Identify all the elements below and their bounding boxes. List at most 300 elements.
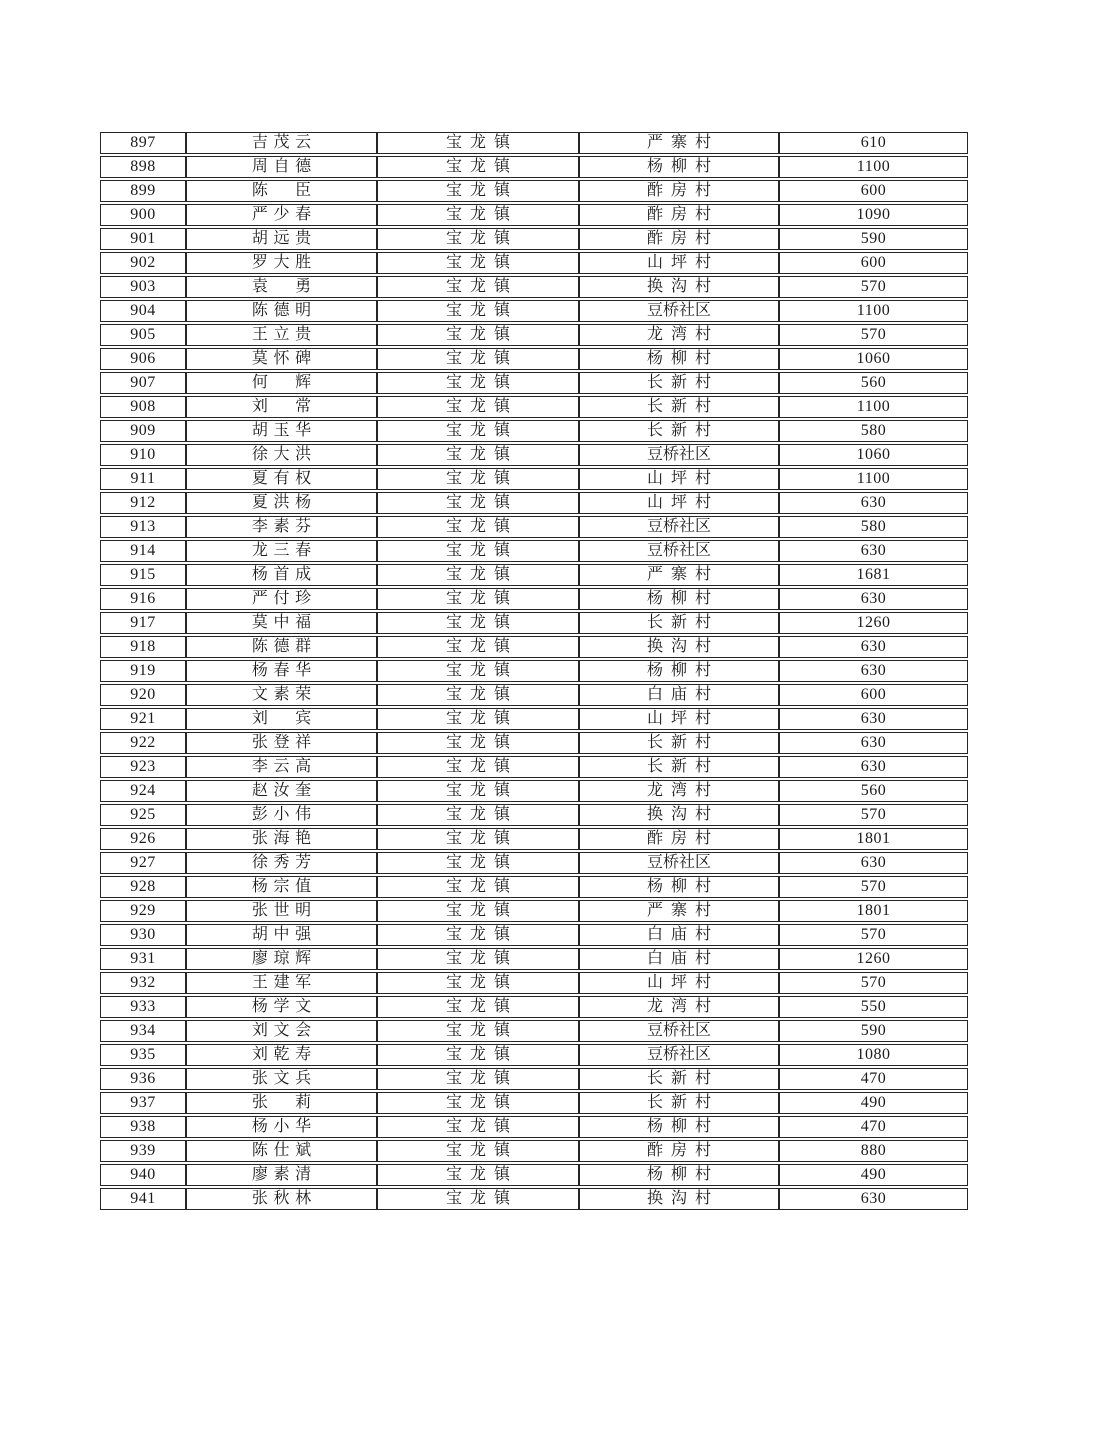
town-cell (377, 756, 579, 778)
town-cell (377, 780, 579, 802)
town-text: 宝龙镇 (446, 542, 510, 559)
town-cell (377, 156, 579, 178)
name-cell (186, 396, 377, 418)
amount-cell (779, 996, 968, 1018)
serial-text: 935 (130, 1046, 156, 1063)
town-cell (377, 492, 579, 514)
amount-text: 570 (860, 974, 887, 991)
serial-text: 929 (130, 902, 156, 919)
village-text: 豆桥社区 (646, 542, 711, 559)
serial-cell (100, 276, 186, 298)
name-text: 陈德明 (251, 302, 312, 319)
village-cell (579, 444, 779, 466)
serial-text: 918 (130, 638, 156, 655)
town-text: 宝龙镇 (446, 158, 510, 175)
table-row (100, 588, 968, 610)
amount-cell (779, 420, 968, 442)
table-row (100, 228, 968, 250)
village-cell (579, 180, 779, 202)
table-row (100, 996, 968, 1018)
amount-cell (779, 1044, 968, 1066)
amount-cell (779, 924, 968, 946)
village-cell (579, 804, 779, 826)
table-row (100, 612, 968, 634)
serial-cell (100, 996, 186, 1018)
village-cell (579, 324, 779, 346)
town-cell (377, 180, 579, 202)
village-cell (579, 348, 779, 370)
table-row (100, 828, 968, 850)
name-text: 刘文会 (251, 1022, 312, 1039)
amount-text: 1260 (856, 614, 891, 631)
name-text: 张海艳 (251, 830, 312, 847)
serial-cell (100, 684, 186, 706)
town-cell (377, 1044, 579, 1066)
town-cell (377, 1020, 579, 1042)
amount-text: 630 (860, 710, 887, 727)
town-text: 宝龙镇 (446, 326, 510, 343)
amount-cell (779, 756, 968, 778)
serial-cell (100, 228, 186, 250)
name-text: 夏有权 (251, 470, 312, 487)
amount-cell (779, 156, 968, 178)
name-text: 廖琼辉 (251, 950, 312, 967)
serial-text: 909 (130, 422, 156, 439)
amount-text: 560 (860, 374, 887, 391)
town-cell (377, 1140, 579, 1162)
village-cell (579, 300, 779, 322)
village-cell (579, 540, 779, 562)
amount-cell (779, 1188, 968, 1210)
name-cell (186, 996, 377, 1018)
name-text: 严少春 (251, 206, 312, 223)
serial-cell (100, 852, 186, 874)
town-text: 宝龙镇 (446, 350, 510, 367)
village-cell (579, 516, 779, 538)
village-text: 山坪村 (647, 494, 711, 511)
amount-text: 630 (860, 662, 887, 679)
town-text: 宝龙镇 (446, 758, 510, 775)
table-row (100, 780, 968, 802)
serial-cell (100, 588, 186, 610)
roster-table (100, 130, 968, 1212)
table-row (100, 756, 968, 778)
name-cell (186, 852, 377, 874)
town-text: 宝龙镇 (446, 206, 510, 223)
town-cell (377, 900, 579, 922)
village-cell (579, 228, 779, 250)
village-text: 长新村 (647, 614, 711, 631)
name-text: 张秋林 (251, 1190, 312, 1207)
village-text: 豆桥社区 (646, 302, 711, 319)
name-text: 罗大胜 (251, 254, 312, 271)
serial-cell (100, 420, 186, 442)
name-cell (186, 972, 377, 994)
amount-text: 550 (860, 998, 887, 1015)
amount-text: 570 (860, 278, 887, 295)
village-text: 白庙村 (647, 950, 711, 967)
amount-cell (779, 372, 968, 394)
village-text: 长新村 (647, 374, 711, 391)
name-cell (186, 132, 377, 154)
village-text: 杨柳村 (647, 590, 711, 607)
name-cell (186, 228, 377, 250)
table-row (100, 732, 968, 754)
name-text: 胡远贵 (251, 230, 312, 247)
name-text: 杨宗值 (251, 878, 312, 895)
town-text: 宝龙镇 (446, 998, 510, 1015)
name-text: 胡中强 (251, 926, 312, 943)
serial-text: 940 (130, 1166, 156, 1183)
village-cell (579, 1188, 779, 1210)
amount-text: 570 (860, 806, 887, 823)
town-text: 宝龙镇 (446, 734, 510, 751)
amount-cell (779, 300, 968, 322)
serial-cell (100, 492, 186, 514)
table-row (100, 1092, 968, 1114)
serial-cell (100, 972, 186, 994)
name-cell (186, 204, 377, 226)
serial-text: 917 (130, 614, 156, 631)
name-cell (186, 252, 377, 274)
name-text: 王建军 (251, 974, 312, 991)
amount-text: 610 (860, 134, 887, 151)
village-text: 豆桥社区 (646, 1022, 711, 1039)
village-text: 山坪村 (647, 254, 711, 271)
village-text: 山坪村 (647, 974, 711, 991)
serial-cell (100, 948, 186, 970)
name-text: 刘 宾 (251, 710, 312, 727)
serial-text: 939 (130, 1142, 156, 1159)
amount-text: 1100 (856, 158, 891, 175)
amount-cell (779, 972, 968, 994)
village-text: 白庙村 (647, 686, 711, 703)
serial-cell (100, 924, 186, 946)
table-row (100, 1188, 968, 1210)
town-text: 宝龙镇 (446, 590, 510, 607)
town-cell (377, 372, 579, 394)
village-cell (579, 996, 779, 1018)
serial-cell (100, 756, 186, 778)
amount-text: 580 (860, 518, 887, 535)
town-text: 宝龙镇 (446, 686, 510, 703)
table-row (100, 660, 968, 682)
village-text: 严寨村 (647, 134, 711, 151)
town-cell (377, 348, 579, 370)
town-cell (377, 444, 579, 466)
name-text: 陈 臣 (251, 182, 312, 199)
serial-cell (100, 732, 186, 754)
town-text: 宝龙镇 (446, 1070, 510, 1087)
town-text: 宝龙镇 (446, 974, 510, 991)
village-cell (579, 900, 779, 922)
town-cell (377, 876, 579, 898)
village-text: 酢房村 (647, 1142, 711, 1159)
serial-text: 911 (130, 470, 156, 487)
table-row (100, 516, 968, 538)
town-text: 宝龙镇 (446, 854, 510, 871)
serial-text: 925 (130, 806, 156, 823)
town-cell (377, 1188, 579, 1210)
name-cell (186, 1164, 377, 1186)
table-row (100, 252, 968, 274)
town-cell (377, 612, 579, 634)
name-cell (186, 1188, 377, 1210)
table-row (100, 324, 968, 346)
name-cell (186, 732, 377, 754)
serial-cell (100, 876, 186, 898)
village-text: 长新村 (647, 1094, 711, 1111)
village-cell (579, 660, 779, 682)
serial-text: 900 (130, 206, 156, 223)
village-text: 换沟村 (647, 278, 711, 295)
village-cell (579, 588, 779, 610)
amount-cell (779, 828, 968, 850)
name-text: 杨小华 (251, 1118, 312, 1135)
serial-text: 932 (130, 974, 156, 991)
town-text: 宝龙镇 (446, 902, 510, 919)
amount-cell (779, 492, 968, 514)
name-text: 徐秀芳 (251, 854, 312, 871)
town-text: 宝龙镇 (446, 518, 510, 535)
name-text: 杨春华 (251, 662, 312, 679)
serial-cell (100, 1020, 186, 1042)
name-text: 张文兵 (251, 1070, 312, 1087)
serial-text: 904 (130, 302, 156, 319)
amount-text: 1100 (856, 302, 891, 319)
name-text: 夏洪杨 (251, 494, 312, 511)
village-text: 长新村 (647, 734, 711, 751)
serial-cell (100, 1164, 186, 1186)
serial-text: 908 (130, 398, 156, 415)
amount-text: 1260 (856, 950, 891, 967)
village-cell (579, 276, 779, 298)
name-text: 袁 勇 (251, 278, 312, 295)
table-row (100, 372, 968, 394)
village-cell (579, 1068, 779, 1090)
serial-cell (100, 660, 186, 682)
village-cell (579, 876, 779, 898)
name-cell (186, 684, 377, 706)
name-cell (186, 468, 377, 490)
serial-text: 928 (130, 878, 156, 895)
name-cell (186, 540, 377, 562)
serial-cell (100, 1140, 186, 1162)
amount-text: 470 (860, 1070, 887, 1087)
serial-text: 921 (130, 710, 156, 727)
serial-text: 941 (130, 1190, 156, 1207)
town-cell (377, 396, 579, 418)
village-cell (579, 156, 779, 178)
village-text: 严寨村 (647, 566, 711, 583)
table-row (100, 132, 968, 154)
town-text: 宝龙镇 (446, 566, 510, 583)
name-text: 严付珍 (251, 590, 312, 607)
name-cell (186, 324, 377, 346)
amount-cell (779, 900, 968, 922)
serial-cell (100, 900, 186, 922)
name-text: 莫怀碑 (251, 350, 312, 367)
town-cell (377, 588, 579, 610)
serial-cell (100, 564, 186, 586)
name-cell (186, 708, 377, 730)
amount-cell (779, 612, 968, 634)
serial-text: 923 (130, 758, 156, 775)
town-cell (377, 948, 579, 970)
name-cell (186, 300, 377, 322)
town-cell (377, 1092, 579, 1114)
village-text: 酢房村 (647, 182, 711, 199)
amount-text: 560 (860, 782, 887, 799)
village-text: 换沟村 (647, 1190, 711, 1207)
town-cell (377, 564, 579, 586)
name-cell (186, 348, 377, 370)
town-text: 宝龙镇 (446, 1166, 510, 1183)
amount-text: 600 (860, 686, 887, 703)
name-cell (186, 876, 377, 898)
serial-text: 915 (130, 566, 156, 583)
name-cell (186, 660, 377, 682)
name-cell (186, 420, 377, 442)
serial-cell (100, 1068, 186, 1090)
name-cell (186, 1140, 377, 1162)
amount-cell (779, 732, 968, 754)
village-cell (579, 684, 779, 706)
town-cell (377, 228, 579, 250)
village-text: 严寨村 (647, 902, 711, 919)
village-cell (579, 1092, 779, 1114)
amount-cell (779, 636, 968, 658)
serial-text: 938 (130, 1118, 156, 1135)
amount-text: 580 (860, 422, 887, 439)
village-text: 长新村 (647, 422, 711, 439)
amount-text: 1060 (856, 350, 891, 367)
village-text: 杨柳村 (647, 1118, 711, 1135)
serial-text: 913 (130, 518, 156, 535)
table-row (100, 156, 968, 178)
town-text: 宝龙镇 (446, 254, 510, 271)
town-cell (377, 204, 579, 226)
table-row (100, 468, 968, 490)
village-cell (579, 780, 779, 802)
village-text: 杨柳村 (647, 158, 711, 175)
town-cell (377, 924, 579, 946)
village-text: 换沟村 (647, 638, 711, 655)
town-text: 宝龙镇 (446, 278, 510, 295)
village-cell (579, 756, 779, 778)
name-cell (186, 492, 377, 514)
name-text: 张世明 (251, 902, 312, 919)
village-text: 山坪村 (647, 470, 711, 487)
serial-text: 937 (130, 1094, 156, 1111)
amount-cell (779, 1092, 968, 1114)
town-text: 宝龙镇 (446, 134, 510, 151)
village-cell (579, 132, 779, 154)
name-text: 刘 常 (251, 398, 312, 415)
amount-text: 630 (860, 854, 887, 871)
town-text: 宝龙镇 (446, 926, 510, 943)
name-text: 刘乾寿 (251, 1046, 312, 1063)
name-cell (186, 372, 377, 394)
town-cell (377, 1116, 579, 1138)
village-cell (579, 420, 779, 442)
amount-cell (779, 276, 968, 298)
village-cell (579, 708, 779, 730)
table-row (100, 1044, 968, 1066)
village-cell (579, 468, 779, 490)
name-cell (186, 804, 377, 826)
serial-text: 934 (130, 1022, 156, 1039)
amount-cell (779, 180, 968, 202)
table-row (100, 1116, 968, 1138)
serial-text: 907 (130, 374, 156, 391)
amount-cell (779, 1164, 968, 1186)
village-text: 酢房村 (647, 830, 711, 847)
village-cell (579, 564, 779, 586)
village-text: 杨柳村 (647, 662, 711, 679)
name-text: 龙三春 (251, 542, 312, 559)
town-cell (377, 420, 579, 442)
amount-text: 600 (860, 182, 887, 199)
town-cell (377, 540, 579, 562)
amount-cell (779, 780, 968, 802)
serial-text: 906 (130, 350, 156, 367)
serial-text: 910 (130, 446, 156, 463)
serial-text: 924 (130, 782, 156, 799)
town-cell (377, 660, 579, 682)
serial-cell (100, 132, 186, 154)
serial-cell (100, 372, 186, 394)
town-cell (377, 1068, 579, 1090)
village-text: 豆桥社区 (646, 446, 711, 463)
amount-text: 1801 (856, 902, 891, 919)
amount-cell (779, 468, 968, 490)
amount-cell (779, 540, 968, 562)
name-text: 吉茂云 (251, 134, 312, 151)
amount-cell (779, 204, 968, 226)
town-text: 宝龙镇 (446, 878, 510, 895)
village-text: 豆桥社区 (646, 854, 711, 871)
village-text: 长新村 (647, 398, 711, 415)
town-text: 宝龙镇 (446, 182, 510, 199)
town-cell (377, 1164, 579, 1186)
amount-text: 590 (860, 1022, 887, 1039)
table-row (100, 900, 968, 922)
name-text: 胡玉华 (251, 422, 312, 439)
village-text: 龙湾村 (647, 782, 711, 799)
town-text: 宝龙镇 (446, 662, 510, 679)
amount-text: 630 (860, 638, 887, 655)
amount-cell (779, 564, 968, 586)
amount-text: 1100 (856, 398, 891, 415)
name-cell (186, 1044, 377, 1066)
name-text: 陈德群 (251, 638, 312, 655)
village-text: 长新村 (647, 1070, 711, 1087)
village-text: 杨柳村 (647, 878, 711, 895)
town-text: 宝龙镇 (446, 614, 510, 631)
table-row (100, 300, 968, 322)
village-cell (579, 924, 779, 946)
serial-cell (100, 156, 186, 178)
amount-cell (779, 1140, 968, 1162)
name-cell (186, 924, 377, 946)
amount-text: 630 (860, 1190, 887, 1207)
name-cell (186, 588, 377, 610)
name-text: 赵汝奎 (251, 782, 312, 799)
serial-text: 936 (130, 1070, 156, 1087)
amount-cell (779, 1020, 968, 1042)
name-cell (186, 516, 377, 538)
